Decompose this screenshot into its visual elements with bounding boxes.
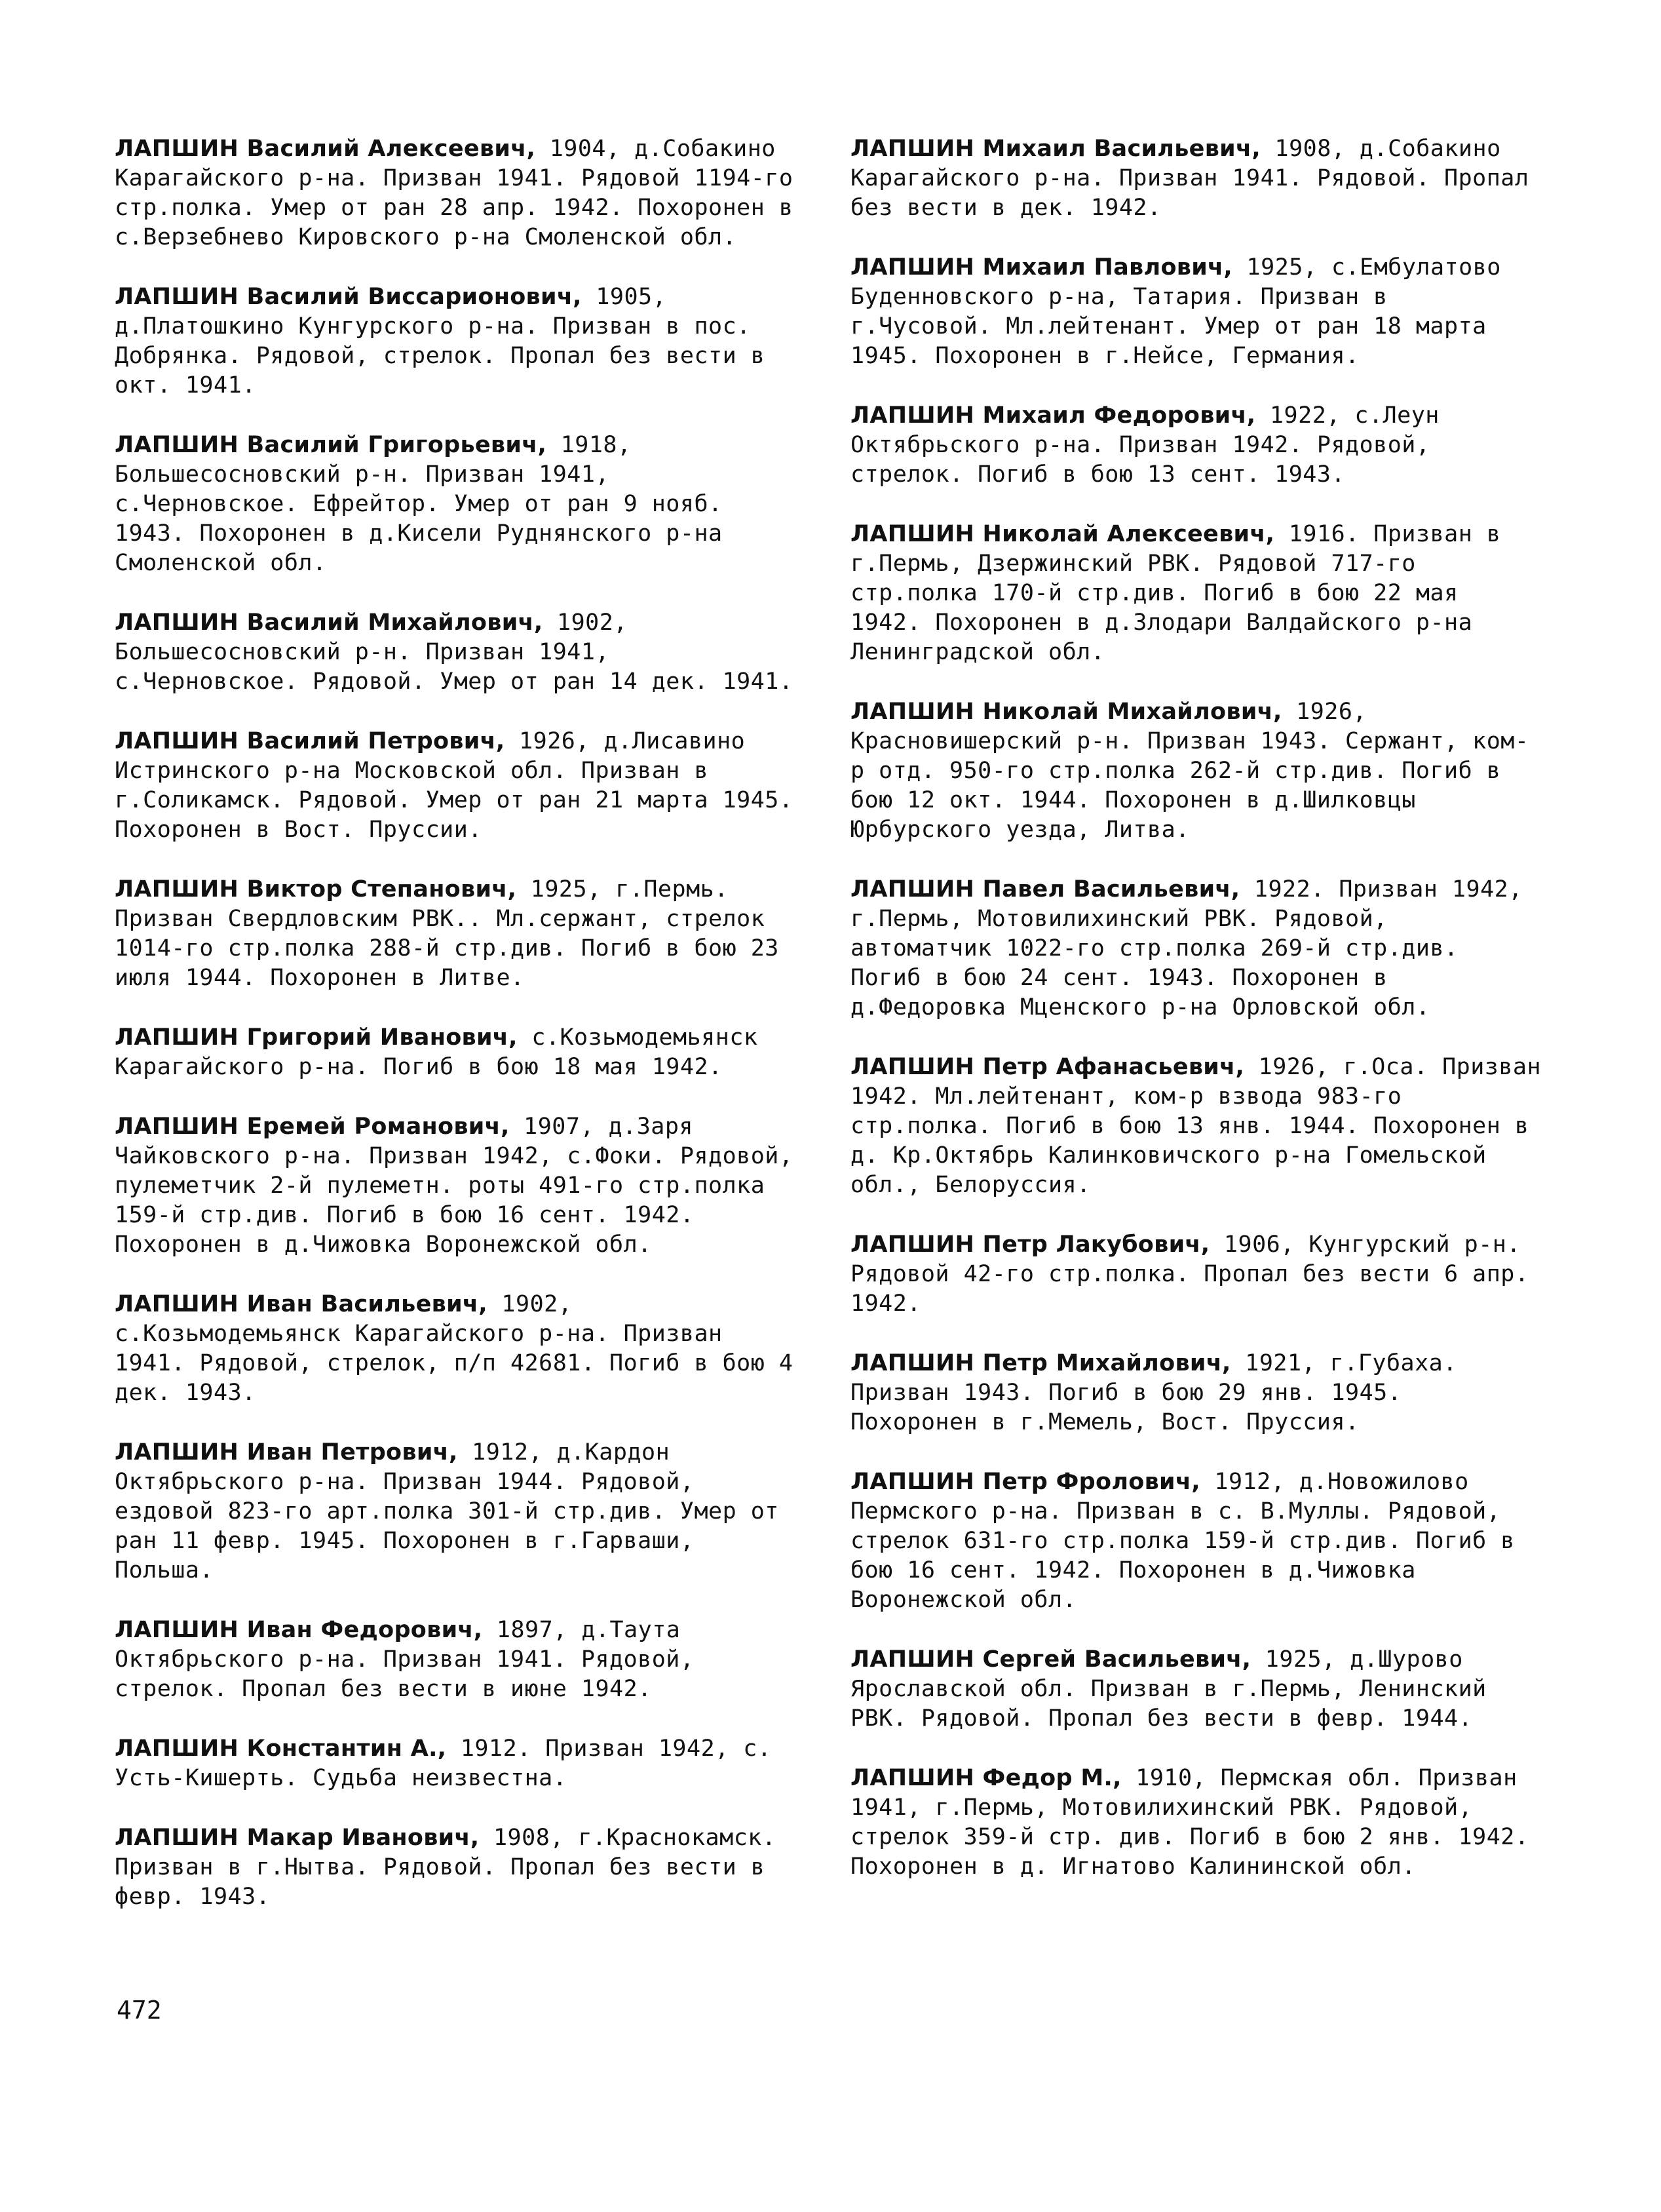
entry-text: 1926, д.Лисавино Истринского р-на Московской обл. Призван в г.Соликамск. Рядовой. Умер от ран 21 марта 1945. Похоронен в Вост. Пруссии. bbox=[115, 728, 793, 843]
entry-text: 1925, г.Пермь. Призван Свердловским РВК.. Мл.сержант, стрелок 1014-го стр.полка 288-й стр.див. Погиб в бою 23 июля 1944. Похоронен в Литве. bbox=[115, 876, 779, 991]
entry-text: 1926, Красновишерский р-н. Призван 1943. Сержант, ком-р отд. 950-го стр.полка 262-й стр.див. Погиб в бою 12 окт. 1944. Похоронен в д.Шилковцы Юрбурского уезда, Литва. bbox=[850, 699, 1529, 843]
entry-text: 1907, д.Заря Чайковского р-на. Призван 1942, с.Фоки. Рядовой, пулеметчик 2-й пулеметн. роты 491-го стр.полка 159-й стр.див. Погиб в бою 16 сент. 1942. Похоронен в д.Чижовка Воронежской обл. bbox=[115, 1114, 793, 1258]
entry bbox=[115, 875, 806, 993]
entry-text: 1897, д.Таута Октябрьского р-на. Призван 1941. Рядовой, стрелок. Пропал без вести в июне 1942. bbox=[115, 1617, 695, 1702]
entry-text: 1918, Большесосновский р-н. Призван 1941, с.Черновское. Ефрейтор. Умер от ран 9 нояб. 1943. Похоронен в д.Кисели Руднянского р-на Смоленской обл. bbox=[115, 432, 723, 576]
entry-name: ЛАПШИН Петр Лакубович, bbox=[850, 1232, 1210, 1258]
entry-text: 1902, с.Козьмодемьянск Карагайского р-на. Призван 1941. Рядовой, стрелок, п/п 42681. Погиб в бою 4 дек. 1943. bbox=[115, 1291, 793, 1406]
entry-name: ЛАПШИН Григорий Иванович, bbox=[115, 1024, 518, 1051]
entry-name: ЛАПШИН Петр Михайлович, bbox=[850, 1350, 1231, 1376]
entry-name: ЛАПШИН Иван Васильевич, bbox=[115, 1291, 487, 1317]
entry bbox=[850, 520, 1542, 667]
entry-name: ЛАПШИН Михаил Васильевич, bbox=[850, 136, 1261, 162]
entry-name: ЛАПШИН Петр Фролович, bbox=[850, 1469, 1200, 1495]
entry bbox=[850, 1349, 1542, 1437]
entry-text: 1910, Пермская обл. Призван 1941, г.Пермь, Мотовилихинский РВК. Рядовой, стрелок 359-й стр. див. Погиб в бою 2 янв. 1942. Похоронен в д. Игнатово Калининской обл. bbox=[850, 1765, 1529, 1880]
entry-name: ЛАПШИН Василий Григорьевич, bbox=[115, 432, 547, 458]
entry-name: ЛАПШИН Михаил Павлович, bbox=[850, 254, 1232, 281]
entry-text: 1925, с.Ембулатово Буденновского р-на, Татария. Призван в г.Чусовой. Мл.лейтенант. Умер от ран 18 марта 1945. Похоронен в г.Нейсе, Германия. bbox=[850, 254, 1501, 369]
entry-name: ЛАПШИН Василий Алексеевич, bbox=[115, 136, 536, 162]
entry-name: ЛАПШИН Иван Петрович, bbox=[115, 1439, 458, 1465]
entry-name: ЛАПШИН Константин А., bbox=[115, 1736, 447, 1762]
entry-text: 1922, с.Леун Октябрьского р-на. Призван 1942. Рядовой, стрелок. Погиб в бою 13 сент. 1943. bbox=[850, 402, 1440, 488]
entry bbox=[115, 282, 806, 400]
entry bbox=[115, 608, 806, 697]
entry-text: 1905, д.Платошкино Кунгурского р-на. Призван в пос. Добрянка. Рядовой, стрелок. Пропал без вести в окт. 1941. bbox=[115, 284, 765, 398]
entry bbox=[850, 697, 1542, 845]
entry bbox=[115, 1290, 806, 1408]
entry-name: ЛАПШИН Василий Виссарионович, bbox=[115, 284, 582, 310]
entry bbox=[850, 1645, 1542, 1734]
entry-name: ЛАПШИН Павел Васильевич, bbox=[850, 876, 1240, 902]
entry-name: ЛАПШИН Виктор Степанович, bbox=[115, 876, 517, 902]
entry bbox=[115, 727, 806, 845]
entry-name: ЛАПШИН Петр Афанасьевич, bbox=[850, 1054, 1245, 1080]
entry bbox=[115, 1112, 806, 1260]
entry-name: ЛАПШИН Иван Федорович, bbox=[115, 1617, 483, 1643]
entry bbox=[850, 253, 1542, 371]
entry-name: ЛАПШИН Василий Петрович, bbox=[115, 728, 505, 754]
entry-text: 1922. Призван 1942, г.Пермь, Мотовилихинский РВК. Рядовой, автоматчик 1022-го стр.полка 269-й стр.див. Погиб в бою 24 сент. 1943. Похоронен в д.Федоровка Мценского р-на Орловской обл. bbox=[850, 876, 1523, 1020]
entry-name: ЛАПШИН Василий Михайлович, bbox=[115, 610, 543, 636]
entry-text: 1926, г.Оса. Призван 1942. Мл.лейтенант, ком-р взвода 983-го стр.полка. Погиб в бою 13 янв. 1944. Похоронен в д. Кр.Октябрь Калинковичского р-на Гомельской обл., Белоруссия. bbox=[850, 1054, 1542, 1198]
entry-text: 1902, Большесосновский р-н. Призван 1941, с.Черновское. Рядовой. Умер от ран 14 дек. 1941. bbox=[115, 610, 793, 695]
entry-text: 1912, д.Кардон Октябрьского р-на. Призван 1944. Рядовой, ездовой 823-го арт.полка 301-й стр.див. Умер от ран 11 февр. 1945. Похоронен в г.Гарваши, Польша. bbox=[115, 1439, 779, 1583]
entry-text: 1912. Призван 1942, с. Усть-Кишерть. Судьба неизвестна. bbox=[115, 1736, 772, 1791]
entry bbox=[115, 1734, 806, 1793]
entry-text: 1908, г.Краснокамск. Призван в г.Нытва. Рядовой. Пропал без вести в февр. 1943. bbox=[115, 1825, 776, 1910]
entry bbox=[115, 134, 806, 252]
entry-name: ЛАПШИН Николай Алексеевич, bbox=[850, 521, 1275, 547]
entry bbox=[115, 1616, 806, 1704]
entry bbox=[115, 1438, 806, 1585]
entry bbox=[850, 1053, 1542, 1200]
entry-text: 1912, д.Новожилово Пермского р-на. Призван в с. В.Муллы. Рядовой, стрелок 631-го стр.полка 159-й стр.див. Погиб в бою 16 сент. 1942. Похоронен в д.Чижовка Воронежской обл. bbox=[850, 1469, 1515, 1613]
entry bbox=[850, 1467, 1542, 1615]
right-column bbox=[850, 134, 1542, 1912]
page-number: 472 bbox=[117, 1996, 162, 2025]
entry bbox=[115, 431, 806, 578]
entry-name: ЛАПШИН Сергей Васильевич, bbox=[850, 1646, 1251, 1673]
entry-name: ЛАПШИН Николай Михайлович, bbox=[850, 699, 1282, 725]
entry-name: ЛАПШИН Еремей Романович, bbox=[115, 1114, 510, 1140]
entry bbox=[115, 1823, 806, 1912]
entry bbox=[850, 1764, 1542, 1882]
entry bbox=[850, 1230, 1542, 1319]
left-column bbox=[115, 134, 806, 1942]
entry bbox=[115, 1023, 806, 1082]
entry bbox=[850, 134, 1542, 223]
entry-text: 1916. Призван в г.Пермь, Дзержинский РВК. Рядовой 717-го стр.полка 170-й стр.див. Погиб в бою 22 мая 1942. Похоронен в д.Злодари Валдайского р-на Ленинградской обл. bbox=[850, 521, 1501, 665]
entry-name: ЛАПШИН Федор М., bbox=[850, 1765, 1122, 1791]
entry-text: с.Козьмодемьянск Карагайского р-на. Погиб в бою 18 мая 1942. bbox=[115, 1024, 758, 1080]
entry bbox=[850, 875, 1542, 1022]
entry bbox=[850, 401, 1542, 490]
entry-text: 1925, д.Шурово Ярославской обл. Призван в г.Пермь, Ленинский РВК. Рядовой. Пропал без вести в февр. 1944. bbox=[850, 1646, 1487, 1732]
entry-name: ЛАПШИН Макар Иванович, bbox=[115, 1825, 480, 1851]
entry-text: 1904, д.Собакино Карагайского р-на. Призван 1941. Рядовой 1194-го стр.полка. Умер от ран 28 апр. 1942. Похоронен в с.Верзебнево Кировского р-на Смоленской обл. bbox=[115, 136, 793, 250]
entry-text: 1921, г.Губаха. Призван 1943. Погиб в бою 29 янв. 1945. Похоронен в г.Мемель, Вост. Пруссия. bbox=[850, 1350, 1457, 1435]
entry-text: 1906, Кунгурский р-н. Рядовой 42-го стр.полка. Пропал без вести 6 апр. 1942. bbox=[850, 1232, 1529, 1317]
entry-text: 1908, д.Собакино Карагайского р-на. Призван 1941. Рядовой. Пропал без вести в дек. 1942. bbox=[850, 136, 1529, 221]
entry-name: ЛАПШИН Михаил Федорович, bbox=[850, 402, 1256, 429]
